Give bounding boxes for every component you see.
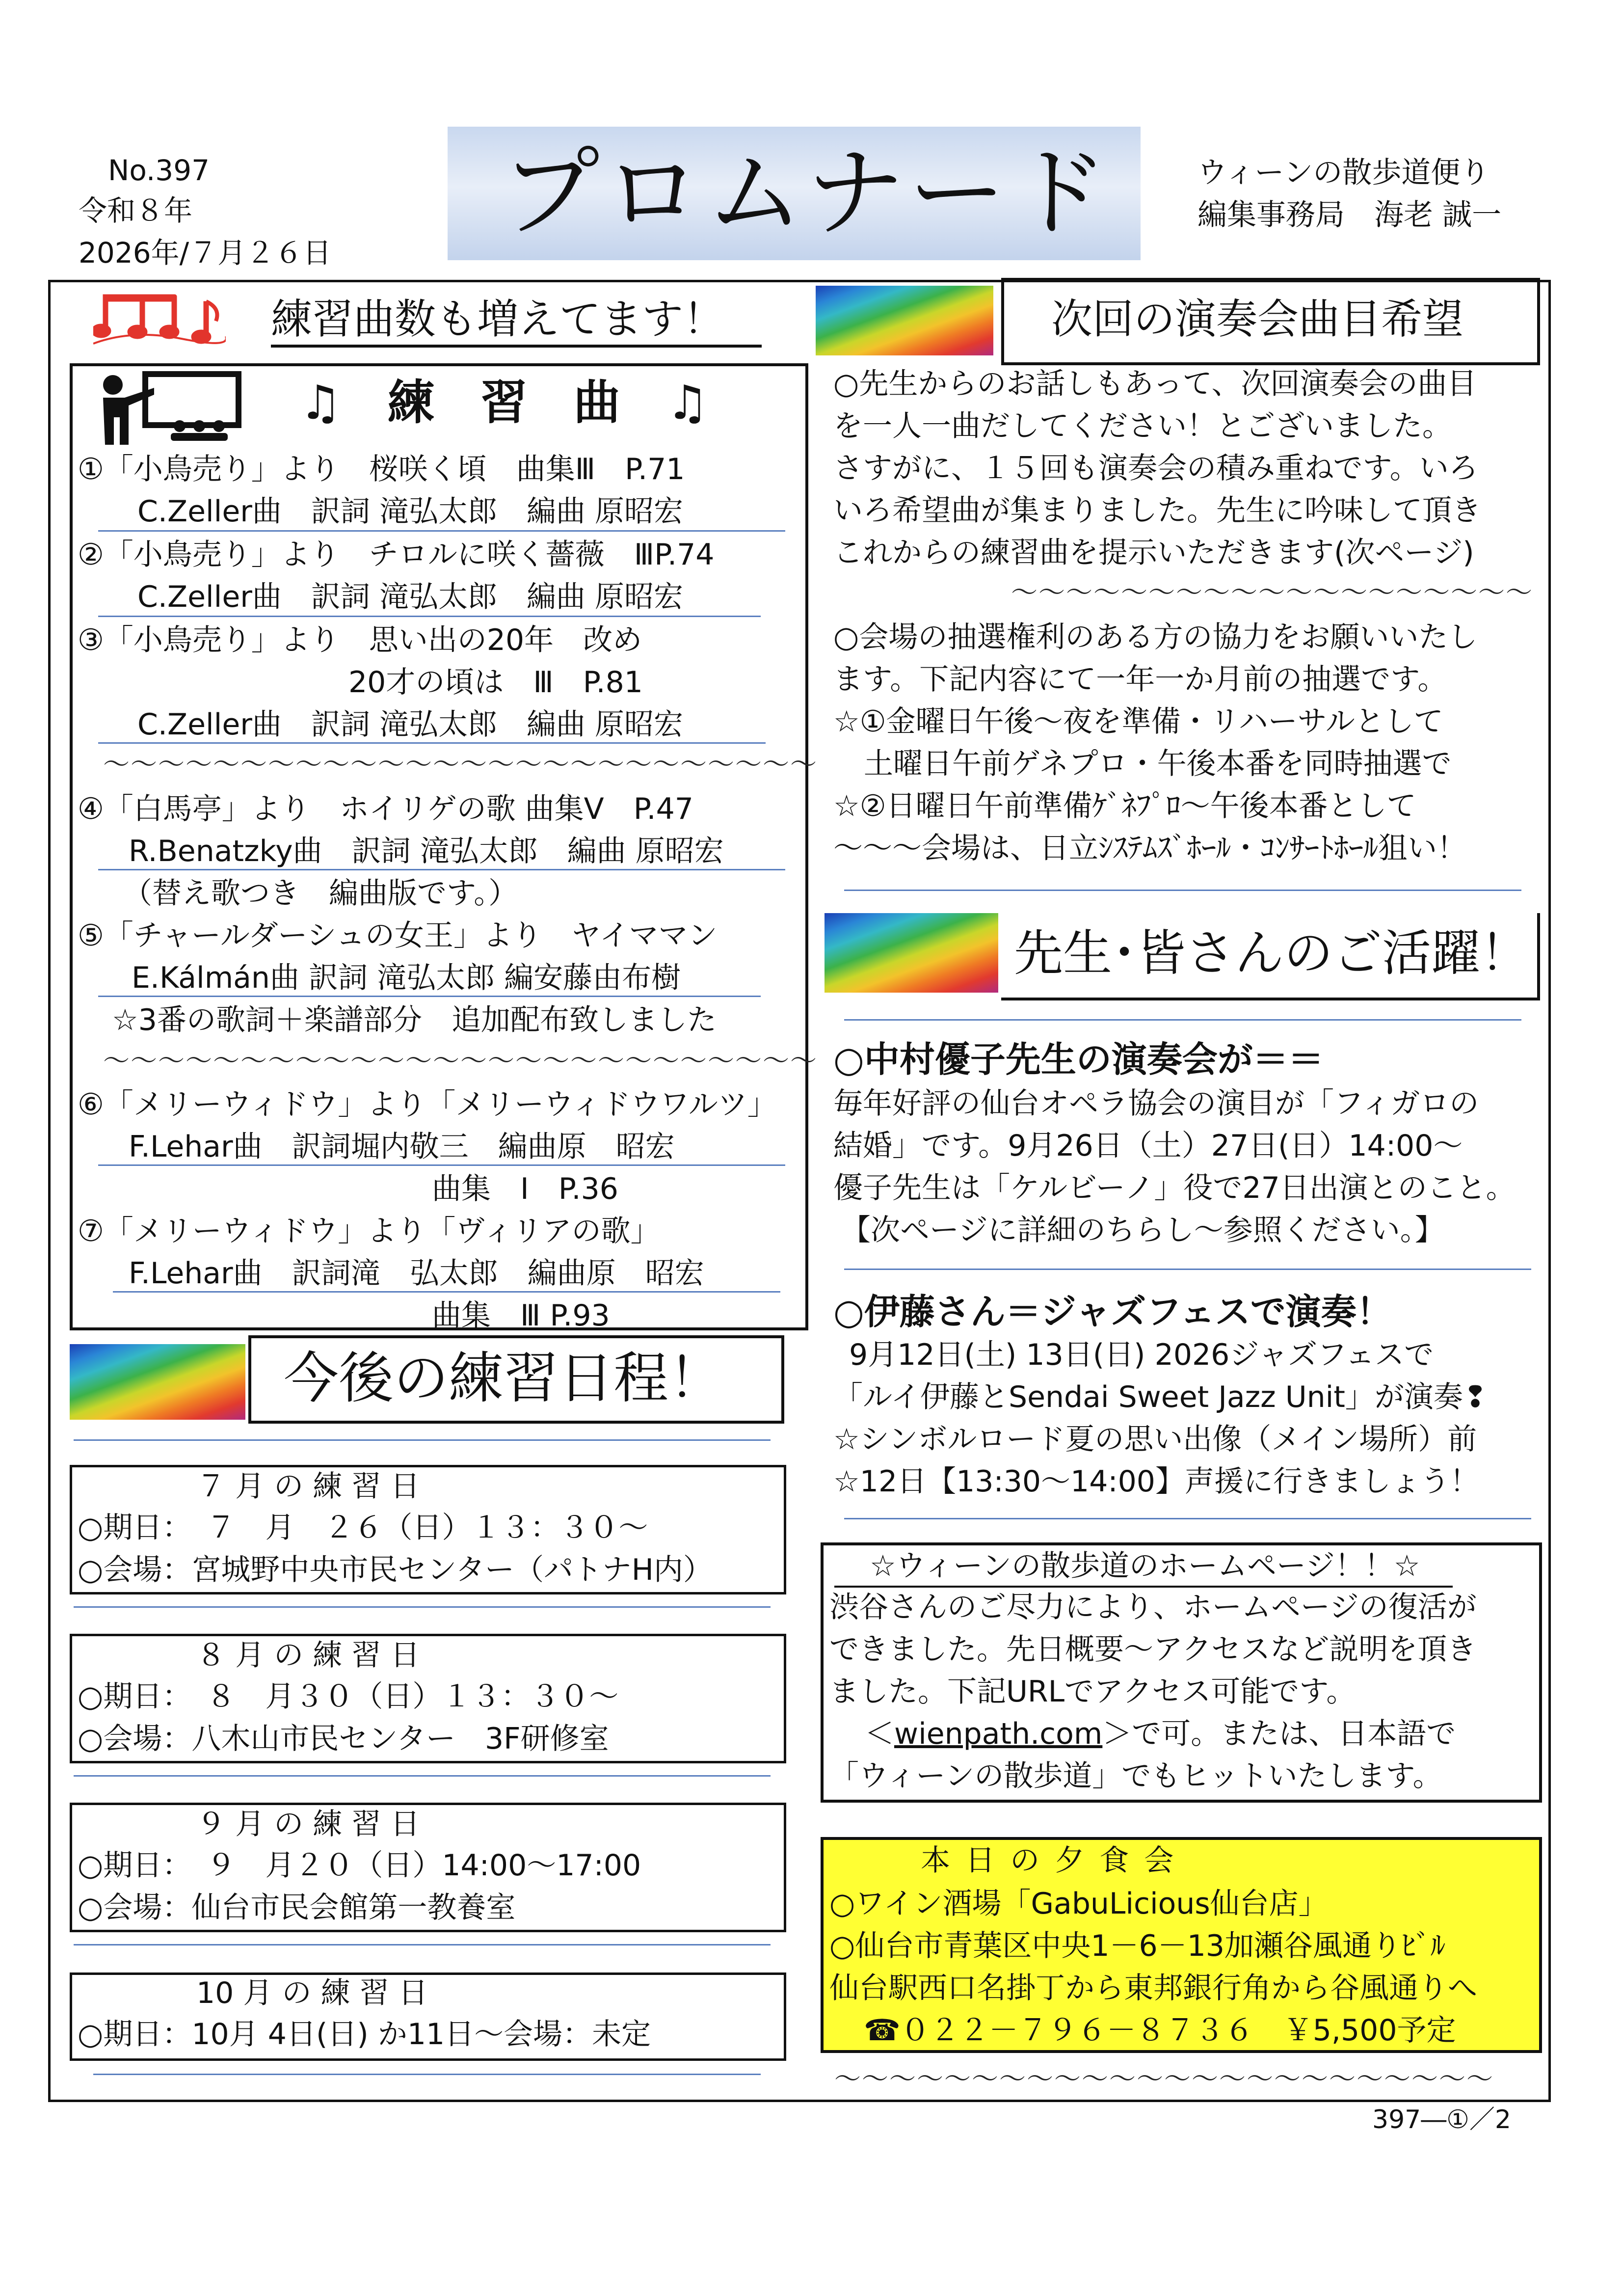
section-underline [844, 1269, 1531, 1270]
song-credit-line: C.Zeller曲 訳詞 滝弘太郎 編曲 原昭宏 [137, 494, 684, 529]
body-line: さすがに、１５回も演奏会の積み重ねです。いろ [833, 451, 1478, 486]
schedule-month-title: 10 月 の 練 習 日 [196, 1976, 428, 2010]
section-underline [74, 1775, 771, 1777]
song-line: ⑤「チャールダーシュの女王」より ヤイママン [78, 918, 718, 953]
homepage-title: ☆ウィーンの散歩道のホームページ！！☆ [870, 1549, 1420, 1583]
song-line: ⑦「メリーウィドウ」より「ヴィリアの歌」 [78, 1214, 660, 1248]
song-note: （替え歌つき 編曲版です。） [123, 876, 518, 911]
url-open-bracket: ＜ [865, 1717, 894, 1751]
body-line: ☆12日【13:30～14:00】声援に行きましょう！ [833, 1464, 1479, 1499]
publisher-name: ウィーンの散歩道便り [1197, 156, 1490, 190]
body-line: ☆②日曜日午前準備ｹﾞﾈﾌﾟﾛ～午後本番として [833, 789, 1416, 823]
schedule-month-title: ８ 月 の 練 習 日 [196, 1638, 420, 1673]
body-line: 結婚」です。9月26日（土）27日(日）14:00～ [833, 1129, 1463, 1163]
section-underline [93, 2074, 761, 2075]
teacher-icon [96, 371, 243, 445]
tilde-divider: ～～～～～～～～～～～～～～～～～～～ [1011, 577, 1533, 608]
body-line: 「ルイ伊藤とSendai Sweet Jazz Unit」が演奏❢ [833, 1380, 1488, 1414]
news-title: ○中村優子先生の演奏会が＝＝ [833, 1039, 1324, 1080]
url-suffix: ＞で可。または、日本語で [1102, 1717, 1456, 1751]
schedule-venue: ○会場：八木山市民センター 3F研修室 [78, 1722, 609, 1756]
news-title: ○伊藤さん＝ジャズフェスで演奏！ [833, 1291, 1392, 1332]
practice-songs-title: ♫ 練 習 曲 ♫ [299, 375, 723, 430]
schedule-date: ○期日：10月 4日(日) か11日～会場：未定 [78, 2017, 651, 2052]
song-credit-line: E.Kálmán曲 訳詞 滝弘太郎 編安藤由布樹 [132, 961, 681, 995]
song-line: 曲集 Ⅰ P.36 [432, 1172, 618, 1206]
page-number: 397―①／2 [1372, 2105, 1511, 2134]
schedule-date: ○期日： ８ 月３０（日）１３：３０～ [78, 1679, 619, 1714]
schedule-date: ○期日： ９ 月２０（日）14:00～17:00 [78, 1848, 641, 1883]
music-notes-icon [93, 285, 226, 349]
body-line: ます。下記内容にて一年一か月前の抽選です。 [833, 662, 1447, 697]
practice-songs-heading: 練習曲数も増えてます！ [271, 295, 725, 343]
section-underline [74, 1606, 771, 1608]
activities-heading: 先生･皆さんのご活躍！ [1014, 924, 1529, 982]
body-line: ○先生からのお話しもあって、次回演奏会の曲目 [833, 367, 1477, 401]
homepage-url-line [865, 1719, 1456, 1749]
song-credit-line: F.Lehar曲 訳詞滝 弘太郎 編曲原 昭宏 [129, 1256, 704, 1291]
dinner-line: ○仙台市青葉区中央1－6－13加瀬谷風通りﾋﾞﾙ [829, 1929, 1446, 1963]
heading-underline [271, 345, 762, 348]
body-line: 9月12日(土) 13日(日) 2026ジャズフェスで [849, 1338, 1434, 1372]
body-line: 渋谷さんのご尽力により、ホームページの復活が [829, 1590, 1477, 1624]
song-line: 20才の頃は Ⅲ P.81 [348, 665, 643, 700]
body-line: できました。先日概要～アクセスなど説明を頂き [829, 1632, 1477, 1667]
body-line: 「ウィーンの散歩道」でもヒットいたします。 [829, 1759, 1442, 1793]
schedule-venue: ○会場：仙台市民会館第一教養室 [78, 1891, 516, 1925]
title-underline [834, 1586, 1453, 1588]
song-underline [98, 530, 785, 532]
schedule-date: ○期日： ７ 月 ２６（日）１３：３０～ [78, 1511, 648, 1545]
issue-date: 2026年/７月２６日 [79, 236, 332, 270]
dinner-phone: ☎０２２－７９６－８７３６ ￥5,500予定 [864, 2013, 1456, 2048]
rainbow-image [70, 1344, 245, 1420]
song-line: ③「小鳥売り」より 思い出の20年 改め [78, 623, 642, 657]
song-credit-line: C.Zeller曲 訳詞 滝弘太郎 編曲 原昭宏 [137, 707, 684, 742]
song-credit-line: R.Benatzky曲 訳詞 滝弘太郎 編曲 原昭宏 [129, 834, 724, 868]
section-underline [74, 1944, 771, 1945]
body-line: 【次ページに詳細のちらし～参照ください。】 [841, 1213, 1444, 1247]
song-underline [113, 1291, 780, 1293]
song-line: ②「小鳥売り」より チロルに咲く薔薇 ⅢP.74 [78, 538, 715, 572]
body-line: ました。下記URLでアクセス可能です。 [829, 1675, 1356, 1709]
song-line: ④「白馬亭」より ホイリゲの歌 曲集Ⅴ P.47 [78, 792, 693, 826]
body-line: 土曜日午前ゲネプロ・午後本番を同時抽選で [864, 747, 1452, 781]
dinner-line: 仙台駅西口名掛丁から東邦銀行角から谷風通りへ [829, 1971, 1477, 2005]
song-underline [98, 742, 766, 744]
tilde-divider: ～～～～～～～～～～～～～～～～～～～～～～～～ [834, 2063, 1494, 2094]
song-underline [98, 996, 761, 997]
section-underline [844, 1518, 1531, 1519]
song-underline [98, 616, 761, 617]
song-line: 曲集 Ⅲ P.93 [432, 1298, 610, 1333]
song-line: ⑥「メリーウィドウ」より「メリーウィドウワルツ」 [78, 1087, 777, 1122]
tilde-divider: ～～～～～～～～～～～～～～～～～～～～～～～～～～ [103, 749, 818, 780]
song-credit-line: F.Lehar曲 訳詞堀内敬三 編曲原 昭宏 [129, 1130, 675, 1164]
page-title: プロムナード [502, 136, 1113, 250]
song-underline [98, 869, 785, 870]
dinner-line: ○ワイン酒場「GabuLicious仙台店」 [829, 1887, 1328, 1921]
next-concert-heading: 次回の演奏会曲目希望 [1051, 295, 1464, 343]
song-line: ①「小鳥売り」より 桜咲く頃 曲集Ⅲ P.71 [78, 452, 685, 486]
era-date: 令和８年 [79, 194, 193, 227]
body-line: ☆①金曜日午後～夜を準備・リハーサルとして [833, 704, 1443, 739]
section-underline [74, 1439, 771, 1441]
song-underline [98, 1164, 785, 1166]
section-underline [844, 890, 1521, 891]
schedule-month-title: ９ 月 の 練 習 日 [196, 1807, 420, 1841]
song-credit-line: C.Zeller曲 訳詞 滝弘太郎 編曲 原昭宏 [137, 580, 684, 614]
tilde-divider: ～～～～～～～～～～～～～～～～～～～～～～～～～～ [103, 1045, 818, 1076]
schedule-venue: ○会場：宮城野中央市民センター（パトナH内） [78, 1553, 713, 1587]
body-line: 優子先生は「ケルビーノ」役で27日出演とのこと。 [833, 1171, 1516, 1205]
body-line: ○会場の抽選権利のある方の協力をお願いいたし [833, 620, 1478, 654]
body-line: 毎年好評の仙台オペラ協会の演目が「フィガロの [833, 1086, 1479, 1121]
schedule-heading: 今後の練習日程！ [284, 1347, 723, 1410]
body-line: ☆シンボルロード夏の思い出像（メイン場所）前 [833, 1422, 1477, 1457]
body-line: を一人一曲だしてください！とございました。 [833, 409, 1452, 443]
song-note: ☆3番の歌詞＋楽譜部分 追加配布致しました [112, 1003, 717, 1037]
issue-number: No.397 [108, 154, 210, 187]
title-banner [448, 127, 1141, 260]
editor-name: 編集事務局 海老 誠一 [1197, 198, 1502, 232]
schedule-month-title: ７ 月 の 練 習 日 [196, 1469, 420, 1504]
homepage-url-link[interactable]: wienpath.com [894, 1717, 1103, 1751]
section-underline [844, 1019, 1521, 1021]
rainbow-image [816, 286, 993, 355]
body-line: これからの練習曲を提示いただきます(次ページ) [833, 536, 1474, 570]
body-line: ～～～会場は、日立ｼｽﾃﾑｽﾞﾎｰﾙ・ｺﾝｻｰﾄﾎｰﾙ狙い！ [833, 831, 1466, 865]
dinner-title: 本 日 の 夕 食 会 [921, 1843, 1177, 1878]
body-line: いろ希望曲が集まりました。先生に吟味して頂き [833, 493, 1481, 528]
rainbow-image [825, 913, 998, 993]
